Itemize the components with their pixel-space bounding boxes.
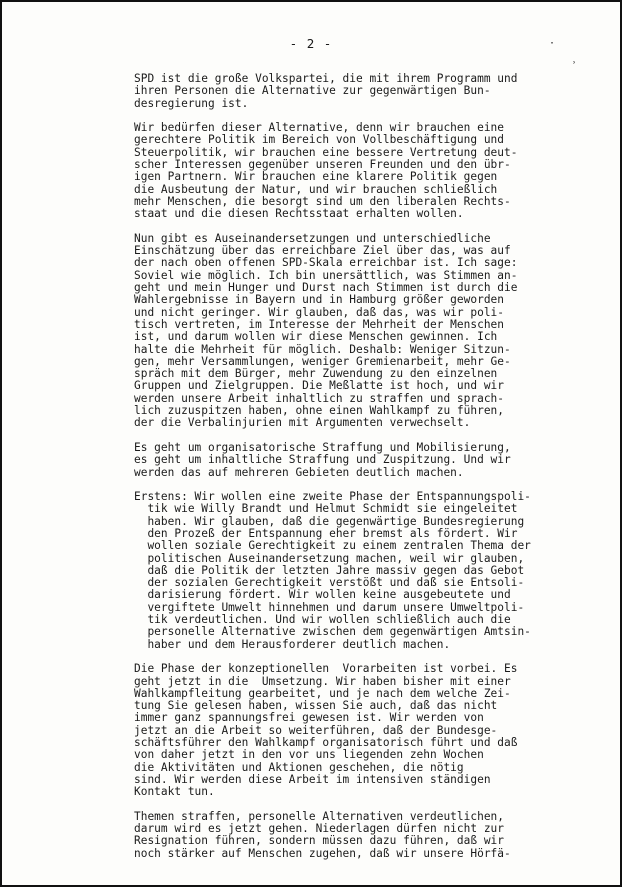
text-line: tik wie Willy Brandt und Helmut Schmidt sie eingeleitet [134, 502, 518, 516]
text-line: die Aktivitäten und Aktionen geschehen, die nötig [134, 760, 464, 774]
margin-mark: · [549, 38, 556, 49]
text-line: halte die Mehrheit für möglich. Deshalb: Weniger Sitzun- [134, 342, 511, 356]
text-line: personelle Alternative zwischen dem gegenwärtigen Amtsin- [134, 625, 531, 639]
paragraph [134, 811, 574, 860]
text-line: wollen soziale Gerechtigkeit zu einem zentralen Thema der [134, 539, 531, 553]
text-line: mehr Menschen, die besorgt sind um den liberalen Rechts- [134, 194, 511, 208]
text-line: staat und die diesen Rechtsstaat erhalten wollen. [134, 207, 464, 221]
text-line: werden das auf mehreren Gebieten deutlich machen. [134, 465, 464, 479]
text-line: immer ganz spannungsfrei gewesen ist. Wir werden von [134, 711, 484, 725]
text-line: Wir bedürfen dieser Alternative, denn wir brauchen eine [134, 121, 504, 135]
text-line: geht jetzt in die Umsetzung. Wir haben bisher mit einer [134, 674, 511, 688]
text-line: tung Sie gelesen haben, wissen Sie auch, daß das nicht [134, 699, 498, 713]
text-line: Soviel wie möglich. Ich bin unersättlich, was Stimmen an- [134, 268, 518, 282]
text-line: der sozialen Gerechtigkeit verstößt und daß sie Entsoli- [134, 576, 525, 590]
text-line: scher Interessen gegenüber unseren Freunden und den übr- [134, 158, 511, 172]
text-line: lich zuzuspitzen haben, ohne einen Wahlkampf zu führen, [134, 404, 504, 418]
text-line: Einschätzung über das erreichbare Ziel über das, was auf [134, 244, 511, 258]
text-line: tik verdeutlichen. Und wir wollen schließlich auch die [134, 613, 511, 627]
text-line: es geht um inhaltliche Straffung und Zuspitzung. Und wir [134, 453, 511, 467]
text-line: gen, mehr Versammlungen, weniger Gremienarbeit, mehr Ge- [134, 354, 511, 368]
text-line: der die Verbalinjurien mit Argumenten verwechselt. [134, 416, 471, 430]
text-line: Kontakt tun. [134, 785, 215, 799]
text-line: geht und mein Hunger und Durst nach Stimmen ist durch die [134, 281, 518, 295]
text-line: Themen straffen, personelle Alternativen verdeutlichen, [134, 809, 504, 823]
text-line: SPD ist die große Volkspartei, die mit ihrem Programm und [134, 72, 518, 85]
text-line: daß die Politik der letzten Jahre massiv gegen das Gebot [134, 563, 525, 577]
paragraph [134, 233, 574, 430]
document-body [134, 73, 574, 872]
text-line: darisierung fördert. Wir wollen keine ausgebeutete und [134, 588, 511, 602]
text-line: Es geht um organisatorische Straffung und Mobilisierung, [134, 440, 511, 454]
text-line: Wahlergebnisse in Bayern und in Hamburg größer geworden [134, 293, 504, 307]
paragraph [134, 491, 574, 651]
text-line: ihren Personen die Alternative zur gegenwärtigen Bun- [134, 84, 491, 98]
text-line: Resignation führen, sondern müssen dazu führen, daß wir [134, 834, 504, 848]
text-line: werden unsere Arbeit inhaltlich zu straffen und sprach- [134, 391, 504, 405]
text-line: schäftsführer den Wahlkampf organisatorisch führt und daß [134, 736, 518, 750]
text-line: darum wird es jetzt gehen. Niederlagen dürfen nicht zur [134, 822, 504, 836]
paragraph [134, 663, 574, 798]
text-line: haber und dem Herausforderer deutlich machen. [134, 637, 451, 651]
text-line: die Ausbeutung der Natur, und wir brauchen schließlich [134, 182, 498, 196]
paragraph [134, 122, 574, 220]
text-line: igen Partnern. Wir brauchen eine klarere Politik gegen [134, 170, 498, 184]
text-line: Gruppen und Zielgruppen. Die Meßlatte ist hoch, und wir [134, 379, 504, 393]
text-line: von daher jetzt in den vor uns liegenden zehn Wochen [134, 748, 484, 762]
text-line: desregierung ist. [134, 96, 249, 110]
text-line: Nun gibt es Auseinandersetzungen und unterschiedliche [134, 231, 491, 245]
text-line: noch stärker auf Menschen zugehen, daß wir unsere Hörfä- [134, 846, 511, 860]
text-line: Wahlkampfleitung gearbeitet, und je nach dem welche Zei- [134, 686, 511, 700]
margin-mark: ˒ [571, 58, 578, 69]
text-line: Die Phase der konzeptionellen Vorarbeiten ist vorbei. Es [134, 662, 518, 676]
paragraph [134, 73, 574, 110]
text-line: gerechtere Politik im Bereich von Vollbeschäftigung und [134, 133, 504, 147]
text-line: Erstens: Wir wollen eine zweite Phase der Entspannungspoli- [134, 490, 531, 504]
text-line: spräch mit dem Bürger, mehr Zuwendung zu den einzelnen [134, 367, 498, 381]
text-line: den Prozeß der Entspannung eher bremst als fördert. Wir [134, 526, 518, 540]
text-line: politischen Auseinandersetzung machen, weil wir glauben, [134, 551, 525, 565]
text-line: jetzt an die Arbeit so weiterführen, daß der Bundesge- [134, 723, 498, 737]
text-line: der nach oben offenen SPD-Skala erreichbar ist. Ich sage: [134, 256, 518, 270]
text-line: Steuerpolitik, wir brauchen eine bessere Vertretung deut- [134, 145, 518, 159]
text-line: haben. Wir glauben, daß die gegenwärtige Bundesregierung [134, 514, 525, 528]
paragraph [134, 442, 574, 479]
page-number: - 2 - [289, 36, 333, 51]
text-line: und nicht geringer. Wir glauben, daß das, was wir poli- [134, 305, 504, 319]
text-line: ist, und darum wollen wir diese Menschen gewinnen. Ich [134, 330, 498, 344]
text-line: vergiftete Umwelt hinnehmen und darum unsere Umweltpoli- [134, 600, 525, 614]
text-line: sind. Wir werden diese Arbeit im intensiven ständigen [134, 772, 491, 786]
text-line: tisch vertreten, im Interesse der Mehrheit der Menschen [134, 317, 504, 331]
